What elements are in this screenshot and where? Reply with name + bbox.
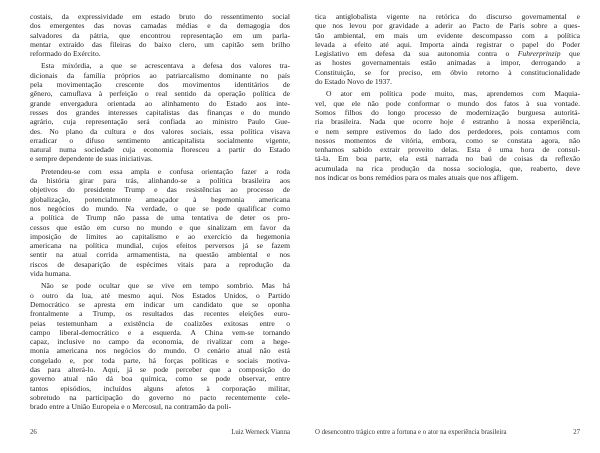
text-line: que nos levou por gravidade a aderir ao Pacto de Paris sobre a ques- bbox=[315, 21, 580, 31]
text-line: brado entre a União Europeia e o Mercosul, na contramão da poli- bbox=[30, 402, 232, 412]
text-line: riscos de desaparição de espécimes vitais para a reprodução da bbox=[30, 259, 290, 269]
text-line: pela movimentação crescente dos movimentos identitários de bbox=[30, 80, 290, 90]
text-line: levada a efeito até aqui. Importa ainda registrar o papel do Poder bbox=[315, 39, 580, 49]
text-line: tica antiglobalista vigente na retórica do discurso governamental e bbox=[315, 12, 580, 21]
text-line: costais, da expressividade em estado bruto do ressentimento social bbox=[30, 12, 290, 21]
text-line: nos negócios do mundo. Na verdade, o que se pode qualificar como bbox=[30, 203, 290, 213]
text-line: tá-la. Em boa parte, ela está narrada no baú de coisas da reflexão bbox=[315, 154, 580, 164]
text-line: das para alterá-lo. Aqui, já se pode perceber que a composição do bbox=[30, 364, 290, 374]
text-line: Democrático se apresta em indicar um candidato que se oponha bbox=[30, 299, 290, 309]
text-line: natural numa sociedade cuja economia floresceu a partir do Estado bbox=[30, 145, 290, 155]
text-line: grande envergadura orientada ao alinhamento do Estado aos inte- bbox=[30, 98, 290, 108]
text-line: tão ambiental, em mais um evidente descompasso com a política bbox=[315, 30, 580, 40]
text-line: as hostes governamentais estão animadas a impor, derrogando a bbox=[315, 58, 580, 68]
text-line: da história girar para trás, alinhando-se a política brasileira aos bbox=[30, 176, 290, 186]
text-line: Somos filhos do longo processo de modernização burguesa autoritá- bbox=[315, 107, 580, 117]
text-line: objetivos do presidente Trump e das resistências ao processo de bbox=[30, 185, 290, 195]
text-line: a política de Trump não passa de uma tentativa de deter os pro- bbox=[30, 213, 290, 223]
left-page-number: 26 bbox=[30, 429, 37, 436]
text-line: imposição de limites ao capitalismo e ao exercício da hegemonia bbox=[30, 231, 290, 241]
left-page bbox=[30, 12, 290, 414]
text-line: mentar extraído das fileiras do baixo clero, um capitão sem brilho bbox=[30, 39, 290, 49]
text-line: peias testemunham a existência de coalizões exitosas entre o bbox=[30, 318, 290, 328]
text-line: dos emergentes das novas camadas médias e da demagogia dos bbox=[30, 21, 290, 31]
left-running-author: Luiz Werneck Vianna bbox=[231, 429, 290, 436]
text-line: e nem sempre estivemos do lado dos perdedores, pois contamos com bbox=[315, 126, 580, 136]
right-page-number: 27 bbox=[573, 429, 580, 436]
text-line: do Estado Novo de 1937. bbox=[315, 77, 392, 87]
right-running-title: O desencontro trágico entre a fortuna e o ator na experiência brasileira bbox=[315, 429, 507, 436]
paragraph bbox=[30, 281, 290, 411]
text-line: reformado do Exército. bbox=[30, 49, 101, 59]
paragraph bbox=[315, 12, 580, 86]
text-line: americana na política mundial, cujos efeitos perversos já se fazem bbox=[30, 241, 290, 251]
text-line: vel, que ele não pode conformar o mundo dos fatos à sua vontade. bbox=[315, 98, 580, 108]
text-line: globalização, potencialmente ameaçador à hegemonia americana bbox=[30, 194, 290, 204]
text-line: monia americana nos negócios do mundo. O cenário atual não está bbox=[30, 346, 290, 356]
text-line: salvadores da pátria, que encontrou representação em um parla- bbox=[30, 30, 290, 40]
text-line: e sempre dependente de suas iniciativas. bbox=[30, 154, 153, 164]
text-line: vida humana. bbox=[30, 269, 71, 279]
text-line: O ator em política pode muito, mas, aprendemos com Maquia- bbox=[326, 89, 580, 99]
text-line: des. No plano da cultura e dos valores sociais, essa política visava bbox=[30, 126, 290, 136]
text-line: Legislativo em defesa da sua autonomia contra o Fuhrerprinzip que bbox=[315, 49, 580, 59]
text-line: sentir na atual corrida armamentista, na questão ambiental e nos bbox=[30, 250, 290, 260]
text-line: acumulada na rica produção da nossa sociologia, que, reaberto, deve bbox=[315, 163, 580, 173]
text-line: Constituição, se for preciso, em óbvio retorno à constitucionalidade bbox=[315, 67, 580, 77]
text-line: campo liberal-democrático e a esquerda. A China vem-se tornando bbox=[30, 327, 290, 337]
text-line: tenhamos sabido extrair proveito delas. Esta é uma hora de consul- bbox=[315, 145, 580, 155]
text-line: dicionais da família próprios ao patriarcalismo dominante no país bbox=[30, 70, 290, 80]
text-line: agrário, cuja representação será confiada ao ministro Paulo Gue- bbox=[30, 117, 290, 127]
paragraph bbox=[30, 61, 290, 163]
text-line: erradicar o difuso sentimento anticapitalista socialmente vigente, bbox=[30, 135, 290, 145]
paragraph bbox=[30, 167, 290, 279]
text-line: congelado e, por toda parte, há forças políticas e sociais motiva- bbox=[30, 355, 290, 365]
text-line: nossos momentos de vitória, embora, como se constata agora, não bbox=[315, 135, 580, 145]
paragraph bbox=[30, 12, 290, 58]
text-line: ria brasileira. Nada que ocorre hoje é estranho à nossa experiência, bbox=[315, 117, 580, 127]
text-line: Não se pode ocultar que se vive em tempo sombrio. Mas há bbox=[41, 281, 290, 291]
text-line: frontalmente a Trump, os resultados das recentes eleições euro- bbox=[30, 309, 290, 319]
text-line: gênero, camuflava à perfeição o real sentido da operação política de bbox=[30, 89, 290, 99]
text-line: tantos episódios, incluídos alguns afetos à corporação militar, bbox=[30, 383, 290, 393]
paragraph bbox=[315, 89, 580, 182]
text-line: capaz, inclusive no campo da economia, de rivalizar com a hege- bbox=[30, 337, 290, 347]
text-line: resses dos grandes interesses capitalistas das finanças e do mundo bbox=[30, 107, 290, 117]
text-line: nos indicar os bons remédios para os males atuais que nos afligem. bbox=[315, 173, 519, 183]
text-line: Esta mixórdia, a que se acrescentava a defesa dos valores tra- bbox=[41, 61, 290, 71]
text-line: sobretudo na participação do governo no pacto recentemente cele- bbox=[30, 392, 290, 402]
text-line: o outro da lua, até mesmo aqui. Nos Estados Unidos, o Partido bbox=[30, 290, 290, 300]
text-line: cessos que estão em curso no mundo e que sinalizam em favor da bbox=[30, 222, 290, 232]
right-page bbox=[315, 12, 580, 185]
text-line: governo atual não dá boa química, como se pode observar, entre bbox=[30, 374, 290, 384]
text-line: Pretendeu-se com essa ampla e confusa orientação fazer a roda bbox=[41, 166, 290, 176]
